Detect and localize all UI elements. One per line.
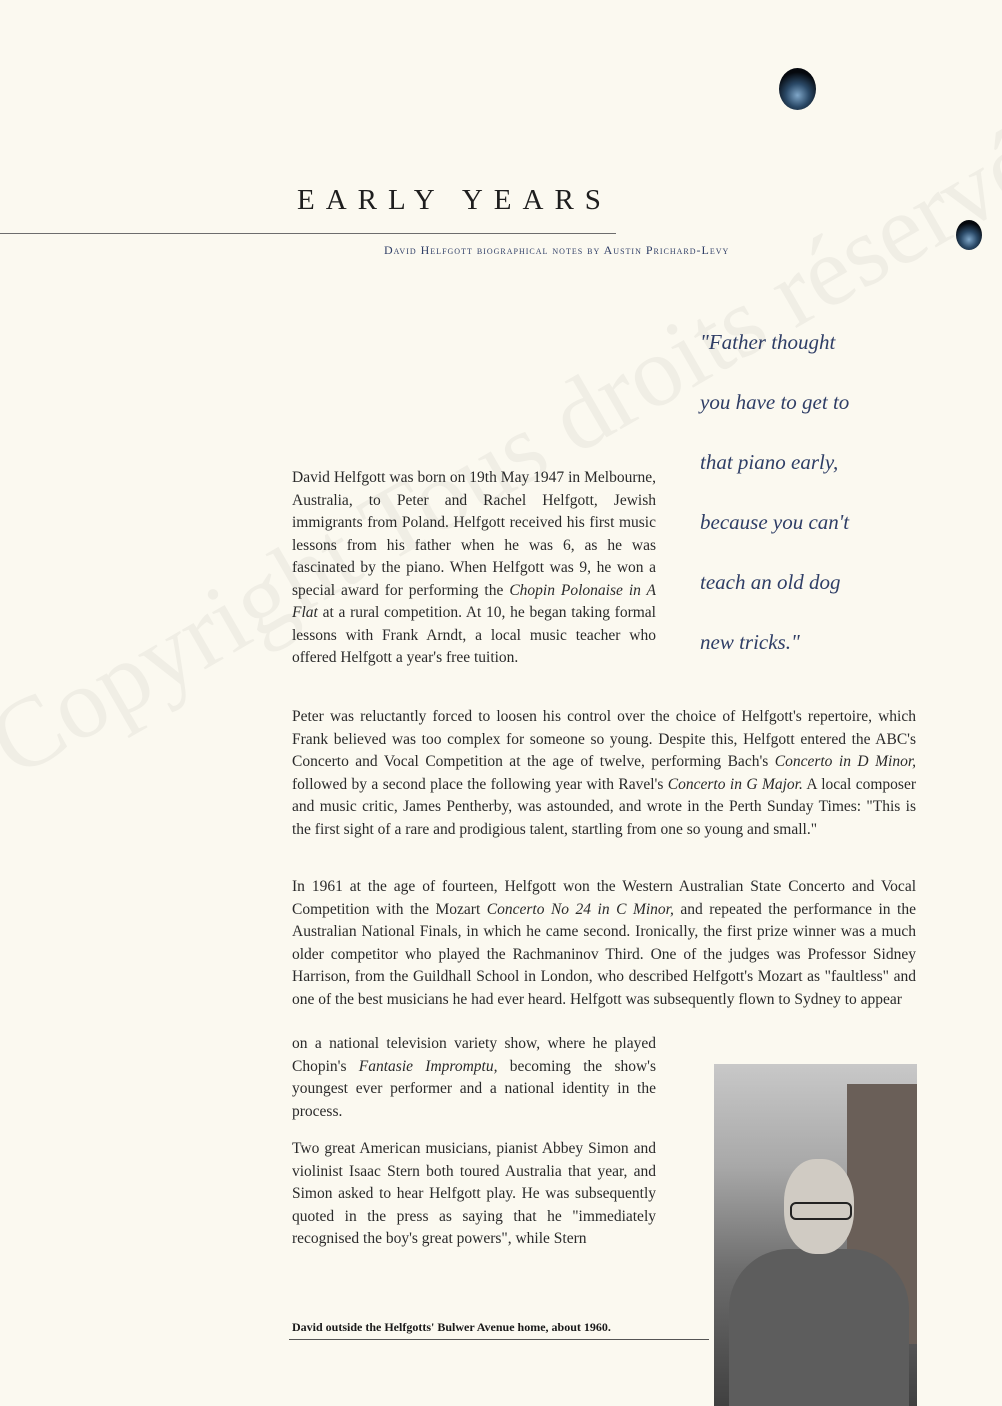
pull-quote (700, 312, 930, 672)
quote-line: you have to get to (700, 390, 850, 414)
text-run: at a rural competition. At 10, he began taking formal lessons with Frank Arndt, a local music teacher who offered Helfgott a year's free tuition. (292, 604, 656, 666)
page-heading: EARLY YEARS (297, 184, 612, 216)
italic-title: Chopin Polonaise in A Flat (292, 581, 656, 621)
quote-line: because you can't (700, 510, 850, 534)
text-run: In 1961 at the age of fourteen, Helfgott won the Western Australian State Concerto and Vocal Competition with the Mozart (292, 878, 916, 918)
text-run: David Helfgott was born on 19th May 1947 in Melbourne, Australia, to Peter and Rachel Helfgott, Jewish immigrants from Poland. Helfgott received his first music lessons from his father when he was 6, as he was fascinated by the piano. When Helfgott was 9, he won a special award for performing the (292, 469, 656, 599)
italic-title: Concerto in D Minor, (774, 753, 917, 770)
paragraph-american-musicians (292, 1138, 656, 1251)
paragraph-television (292, 1033, 656, 1123)
text-run: becoming the show's youngest ever performer and a national identity in the process. (292, 1057, 656, 1120)
text-run: Two great American musicians, pianist Abbey Simon and violinist Isaac Stern both toured Australia that year, and Simon asked to hear Helfgott play. He was subsequently quoted in the press as saying that he "immediately recognised the boy's great powers", while Stern (292, 1140, 656, 1247)
caption-rule (289, 1339, 709, 1340)
heading-rule (0, 233, 616, 234)
text-run: and repeated the performance in the Australian National Finals, in which he came second. Ironically, the first prize winner was a much older competitor who played the Rachmaninov Third. One of the judges was Professor Sidney Harrison, from the Guildhall School in London, who described Helfgott's Mozart as "faultless" and one of the best musicians he had ever heard. Helfgott was subsequently flown to Sydney to appear (292, 900, 916, 1008)
italic-title: Concerto in G Major. (667, 775, 803, 793)
paragraph-repertoire (292, 706, 916, 841)
quote-line: teach an old dog (700, 570, 841, 594)
binder-hole-top (779, 68, 816, 110)
text-run: Peter was reluctantly forced to loosen his control over the choice of Helfgott's repertoire, which Frank believed was too complex for someone so young. Despite this, Helfgott entered the ABC's Concerto and Vocal Competition at the age of twelve, performing Bach's (292, 708, 916, 770)
paragraph-1961 (292, 876, 916, 1011)
quote-line: new tricks." (700, 630, 800, 654)
text-run: on a national television variety show, where he played Chopin's (292, 1035, 656, 1075)
byline: David Helfgott biographical notes by Austin Prichard-Levy (384, 243, 730, 257)
text-run: followed by a second place the following year with Ravel's (292, 775, 668, 793)
portrait-photo (714, 1064, 917, 1406)
italic-title: Fantasie Impromptu, (358, 1057, 498, 1075)
text-run: A local composer and music critic, James Pentherby, was astounded, and wrote in the Perth Sunday Times: "This is the first sight of a rare and prodigious talent, startling from one so young and small." (292, 775, 916, 838)
paragraph-birth (292, 467, 656, 670)
quote-line: that piano early, (700, 450, 839, 474)
photo-caption: David outside the Helfgotts' Bulwer Avenue home, about 1960. (292, 1320, 611, 1334)
photo-glasses (790, 1202, 852, 1220)
photo-sweater (729, 1249, 909, 1406)
italic-title: Concerto No 24 in C Minor, (486, 900, 674, 918)
quote-line: "Father thought (700, 330, 836, 354)
